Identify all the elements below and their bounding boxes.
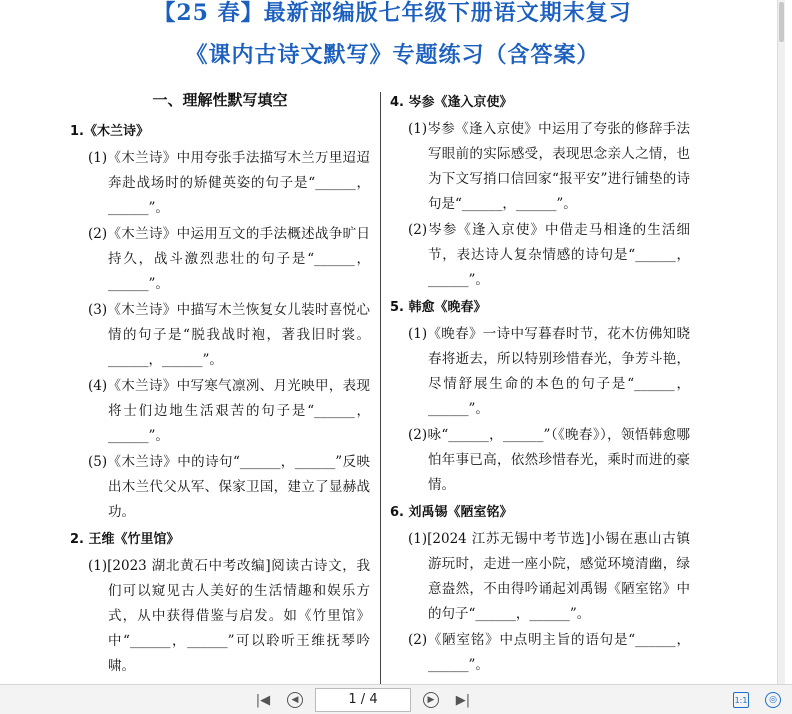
question-item: (2)咏“______，______”（《晚春》），领悟韩愈哪怕年事已高，依然珍惜春光，乘时而进的豪情。 <box>408 427 690 493</box>
column-divider <box>380 92 381 684</box>
question-item: (1)岑参《逢入京使》中运用了夸张的修辞手法写眼前的实际感受，表现思念亲人之情，也为下文写捎口信回家“报平安”进行铺垫的诗句是“______，______”。 <box>408 121 690 212</box>
question-item: (1)[2024 江苏无锡中考节选]小锡在惠山古镇游玩时，走进一座小院，感觉环境清幽，绿意盎然，不由得吟诵起刘禹锡《陋室铭》中的句子“______，______”。 <box>408 531 690 622</box>
poem-heading: 1.《木兰诗》 <box>70 124 149 139</box>
question-item: (2)《木兰诗》中运用互文的手法概述战争旷日持久，战斗激烈悲壮的句子是“______，______”。 <box>88 226 370 292</box>
actual-size-button[interactable] <box>730 689 752 711</box>
question-item: (5)《木兰诗》中的诗句“______，______”反映出木兰代父从军、保家卫国，建立了显赫战功。 <box>88 454 370 520</box>
question-item: (4)《木兰诗》中写寒气凛冽、月光映甲，表现将士们边地生活艰苦的句子是“______，______”。 <box>88 378 370 444</box>
poem-heading: 4. 岑参《逢入京使》 <box>390 95 513 110</box>
first-page-icon: |◀ <box>255 692 271 708</box>
question-item: (1)《晚春》一诗中写暮春时节，花木仿佛知晓春将逝去，所以特别珍惜春光，争芳斗艳，尽情舒展生命的本色的句子是“______，______”。 <box>408 326 690 417</box>
question-item: (2)《陋室铭》中点明主旨的语句是“______，______”。 <box>408 632 690 673</box>
scrollbar-thumb[interactable] <box>779 2 784 42</box>
question-item: (1)《木兰诗》中用夸张手法描写木兰万里迢迢奔赴战场时的矫健英姿的句子是“______，______”。 <box>88 150 370 216</box>
fit-view-button[interactable] <box>762 689 784 711</box>
prev-page-button[interactable] <box>284 689 306 711</box>
prev-page-icon: ◀ <box>287 692 303 708</box>
page-indicator-input[interactable]: 1 / 4 <box>315 688 411 712</box>
question-item: (2)岑参《逢入京使》中借走马相逢的生活细节，表达诗人复杂情感的诗句是“______，______”。 <box>408 222 690 288</box>
actual-size-icon: 1:1 <box>733 692 749 708</box>
fit-view-icon: ◎ <box>765 692 781 708</box>
first-page-button[interactable] <box>252 689 274 711</box>
question-item: (1)[2023 湖北黄石中考改编]阅读古诗文，我们可以窥见古人美好的生活情趣和娱乐方式，从中获得借鉴与启发。如《竹里馆》中“______，______”可以聆听王维抚琴吟啸。 <box>88 558 370 674</box>
next-page-icon: ▶ <box>423 692 439 708</box>
document-title-line1: 【25 春】最新部编版七年级下册语文期末复习 <box>153 0 632 26</box>
last-page-icon: ▶| <box>455 692 471 708</box>
question-item: (3)《木兰诗》中描写木兰恢复女儿装时喜悦心情的句子是“脱我战时袍，著我旧时裳。______，______”。 <box>88 302 370 368</box>
document-title-line2: 《课内古诗文默写》专题练习（含答案） <box>185 42 600 68</box>
pdf-toolbar <box>0 684 792 714</box>
right-column <box>390 88 690 679</box>
poem-heading: 5. 韩愈《晚春》 <box>390 300 487 315</box>
poem-heading: 6. 刘禹锡《陋室铭》 <box>390 505 513 520</box>
vertical-scrollbar[interactable] <box>777 0 785 684</box>
poem-heading: 2. 王维《竹里馆》 <box>70 532 180 547</box>
last-page-button[interactable] <box>452 689 474 711</box>
left-column <box>70 88 370 684</box>
section-heading: 一、理解性默写填空 <box>152 91 288 109</box>
next-page-button[interactable] <box>420 689 442 711</box>
